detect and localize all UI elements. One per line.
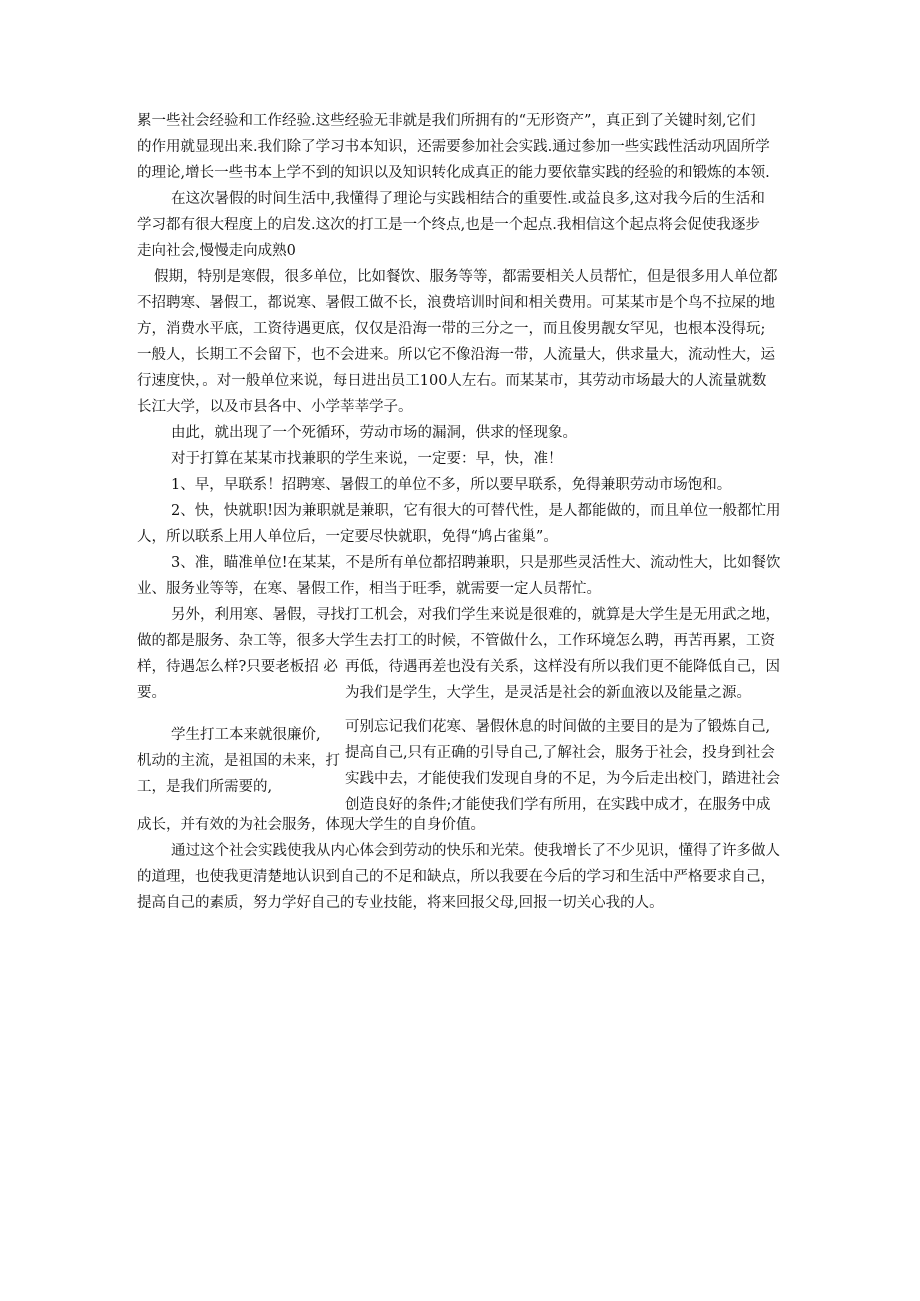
text-line: 业、服务业等等，在寒、暑假工作，相当于旺季，就需要一定人员帮忙。 [137, 581, 601, 597]
text-line: 实践中去，才能使我们发现自身的不足，为今后走出校门，踏进社会 [345, 771, 780, 787]
text-line: 创造良好的条件;才能使我们学有所用，在实践中成才，在服务中成 [345, 797, 771, 813]
text-line: 2、快，快就职!因为兼职就是兼职，它有很大的可替代性，是人都能做的，而且单位一般都忙用 [171, 503, 781, 519]
text-line: 可别忘记我们花寒、暑假休息的时间做的主要目的是为了锻炼自己, [345, 719, 771, 735]
text-line: 提高自己,只有正确的引导自己,了解社会，服务于社会，投身到社会 [345, 745, 775, 761]
text-line: 要。 [137, 685, 166, 701]
text-line: 累一些社会经验和工作经验.这些经验无非就是我们所拥有的“无形资产”，真正到了关键时刻,它们 [137, 113, 756, 129]
text-line: 方，消费水平底，工资待遇更底，仅仅是沿海一带的三分之一，而且俊男靓女罕见，也根本没得玩; [137, 321, 766, 337]
text-line: 人，所以联系上用人单位后，一定要尽快就职，免得“鸠占雀巢”。 [137, 529, 558, 545]
text-line: 提高自己的素质，努力学好自己的专业技能，将来回报父母,回报一切关心我的人。 [137, 895, 664, 911]
text-line: 另外，利用寒、暑假，寻找打工机会，对我们学生来说是很难的，就算是大学生是无用武之地， [171, 607, 780, 623]
text-line: 学生打工本来就很廉价, [171, 727, 321, 743]
text-line: 行速度快，。对一般单位来说，每日进出员工100人左右。而某某市，其劳动市场最大的人流量就数 [137, 373, 767, 389]
text-line: 机动的主流，是祖国的未来，打 [137, 753, 340, 769]
paragraph-1 [137, 108, 797, 264]
text-line: 假期，特别是寒假，很多单位，比如餐饮、服务等等，都需要相关人员帮忙，但是很多用人单位都 [154, 269, 778, 285]
text-line: 不招聘寒、暑假工，都说寒、暑假工做不长，浪费培训时间和相关费用。可某某市是个鸟不拉屎的地 [137, 295, 775, 311]
text-line: 由此，就出现了一个死循环，劳动市场的漏洞，供求的怪现象。 [171, 425, 577, 441]
text-line: 一般人，长期工不会留下，也不会进来。所以它不像沿海一带，人流量大，供求量大，流动性大，运 [137, 347, 775, 363]
text-line: 再低，待遇再差也没有关系，这样没有所以我们更不能降低自己，因 [345, 659, 780, 675]
left-column [137, 654, 343, 800]
text-line: 工，是我们所需要的, [137, 779, 273, 795]
text-line: 学习都有很大程度上的启发.这次的打工是一个终点,也是一个起点.我相信这个起点将会促使我逐步 [137, 217, 760, 233]
text-line: 在这次暑假的时间生活中,我懂得了理论与实践相结合的重要性.或益良多,这对我今后的生活和 [171, 191, 765, 207]
text-line: 走向社会,慢慢走向成熟0 [137, 243, 296, 259]
right-column [345, 654, 795, 818]
text-line: 为我们是学生，大学生，是灵活是社会的新血液以及能量之源。 [345, 685, 751, 701]
text-line: 样，待遇怎么样?只要老板招 必 [137, 659, 338, 675]
text-line: 3、准，瞄准单位!在某某，不是所有单位都招聘兼职，只是那些灵活性大、流动性大，比如餐饮 [171, 555, 781, 571]
text-line: 的道理，也使我更清楚地认识到自己的不足和缺点，所以我要在今后的学习和生活中严格要求自己， [137, 869, 775, 885]
text-line: 对于打算在某某市找兼职的学生来说，一定要：早，快，准！ [171, 451, 563, 467]
paragraph-2 [137, 264, 797, 654]
text-line: 成长，并有效的为社会服务，体现大学生的自身价值。 [137, 817, 485, 833]
paragraph-3 [137, 812, 797, 916]
text-line: 的理论,增长一些书本上学不到的知识以及知识转化成真正的能力要依靠实践的经验的和锻炼的本领. [137, 165, 770, 181]
text-line: 的作用就显现出来.我们除了学习书本知识，还需要参加社会实践.通过参加一些实践性活动巩固所学 [137, 139, 770, 155]
text-line: 通过这个社会实践使我从内心体会到劳动的快乐和光荣。使我增长了不少见识，懂得了许多做人 [171, 843, 780, 859]
text-line: 长江大学，以及市县各中、小学莘莘学子。 [137, 399, 413, 415]
text-line: 做的都是服务、杂工等，很多大学生去打工的时候，不管做什么，工作环境怎么聘，再苦再累，工资 [137, 633, 775, 649]
text-line: 1、早，早联系！招聘寒、暑假工的单位不多，所以要早联系，免得兼职劳动市场饱和。 [171, 477, 732, 493]
